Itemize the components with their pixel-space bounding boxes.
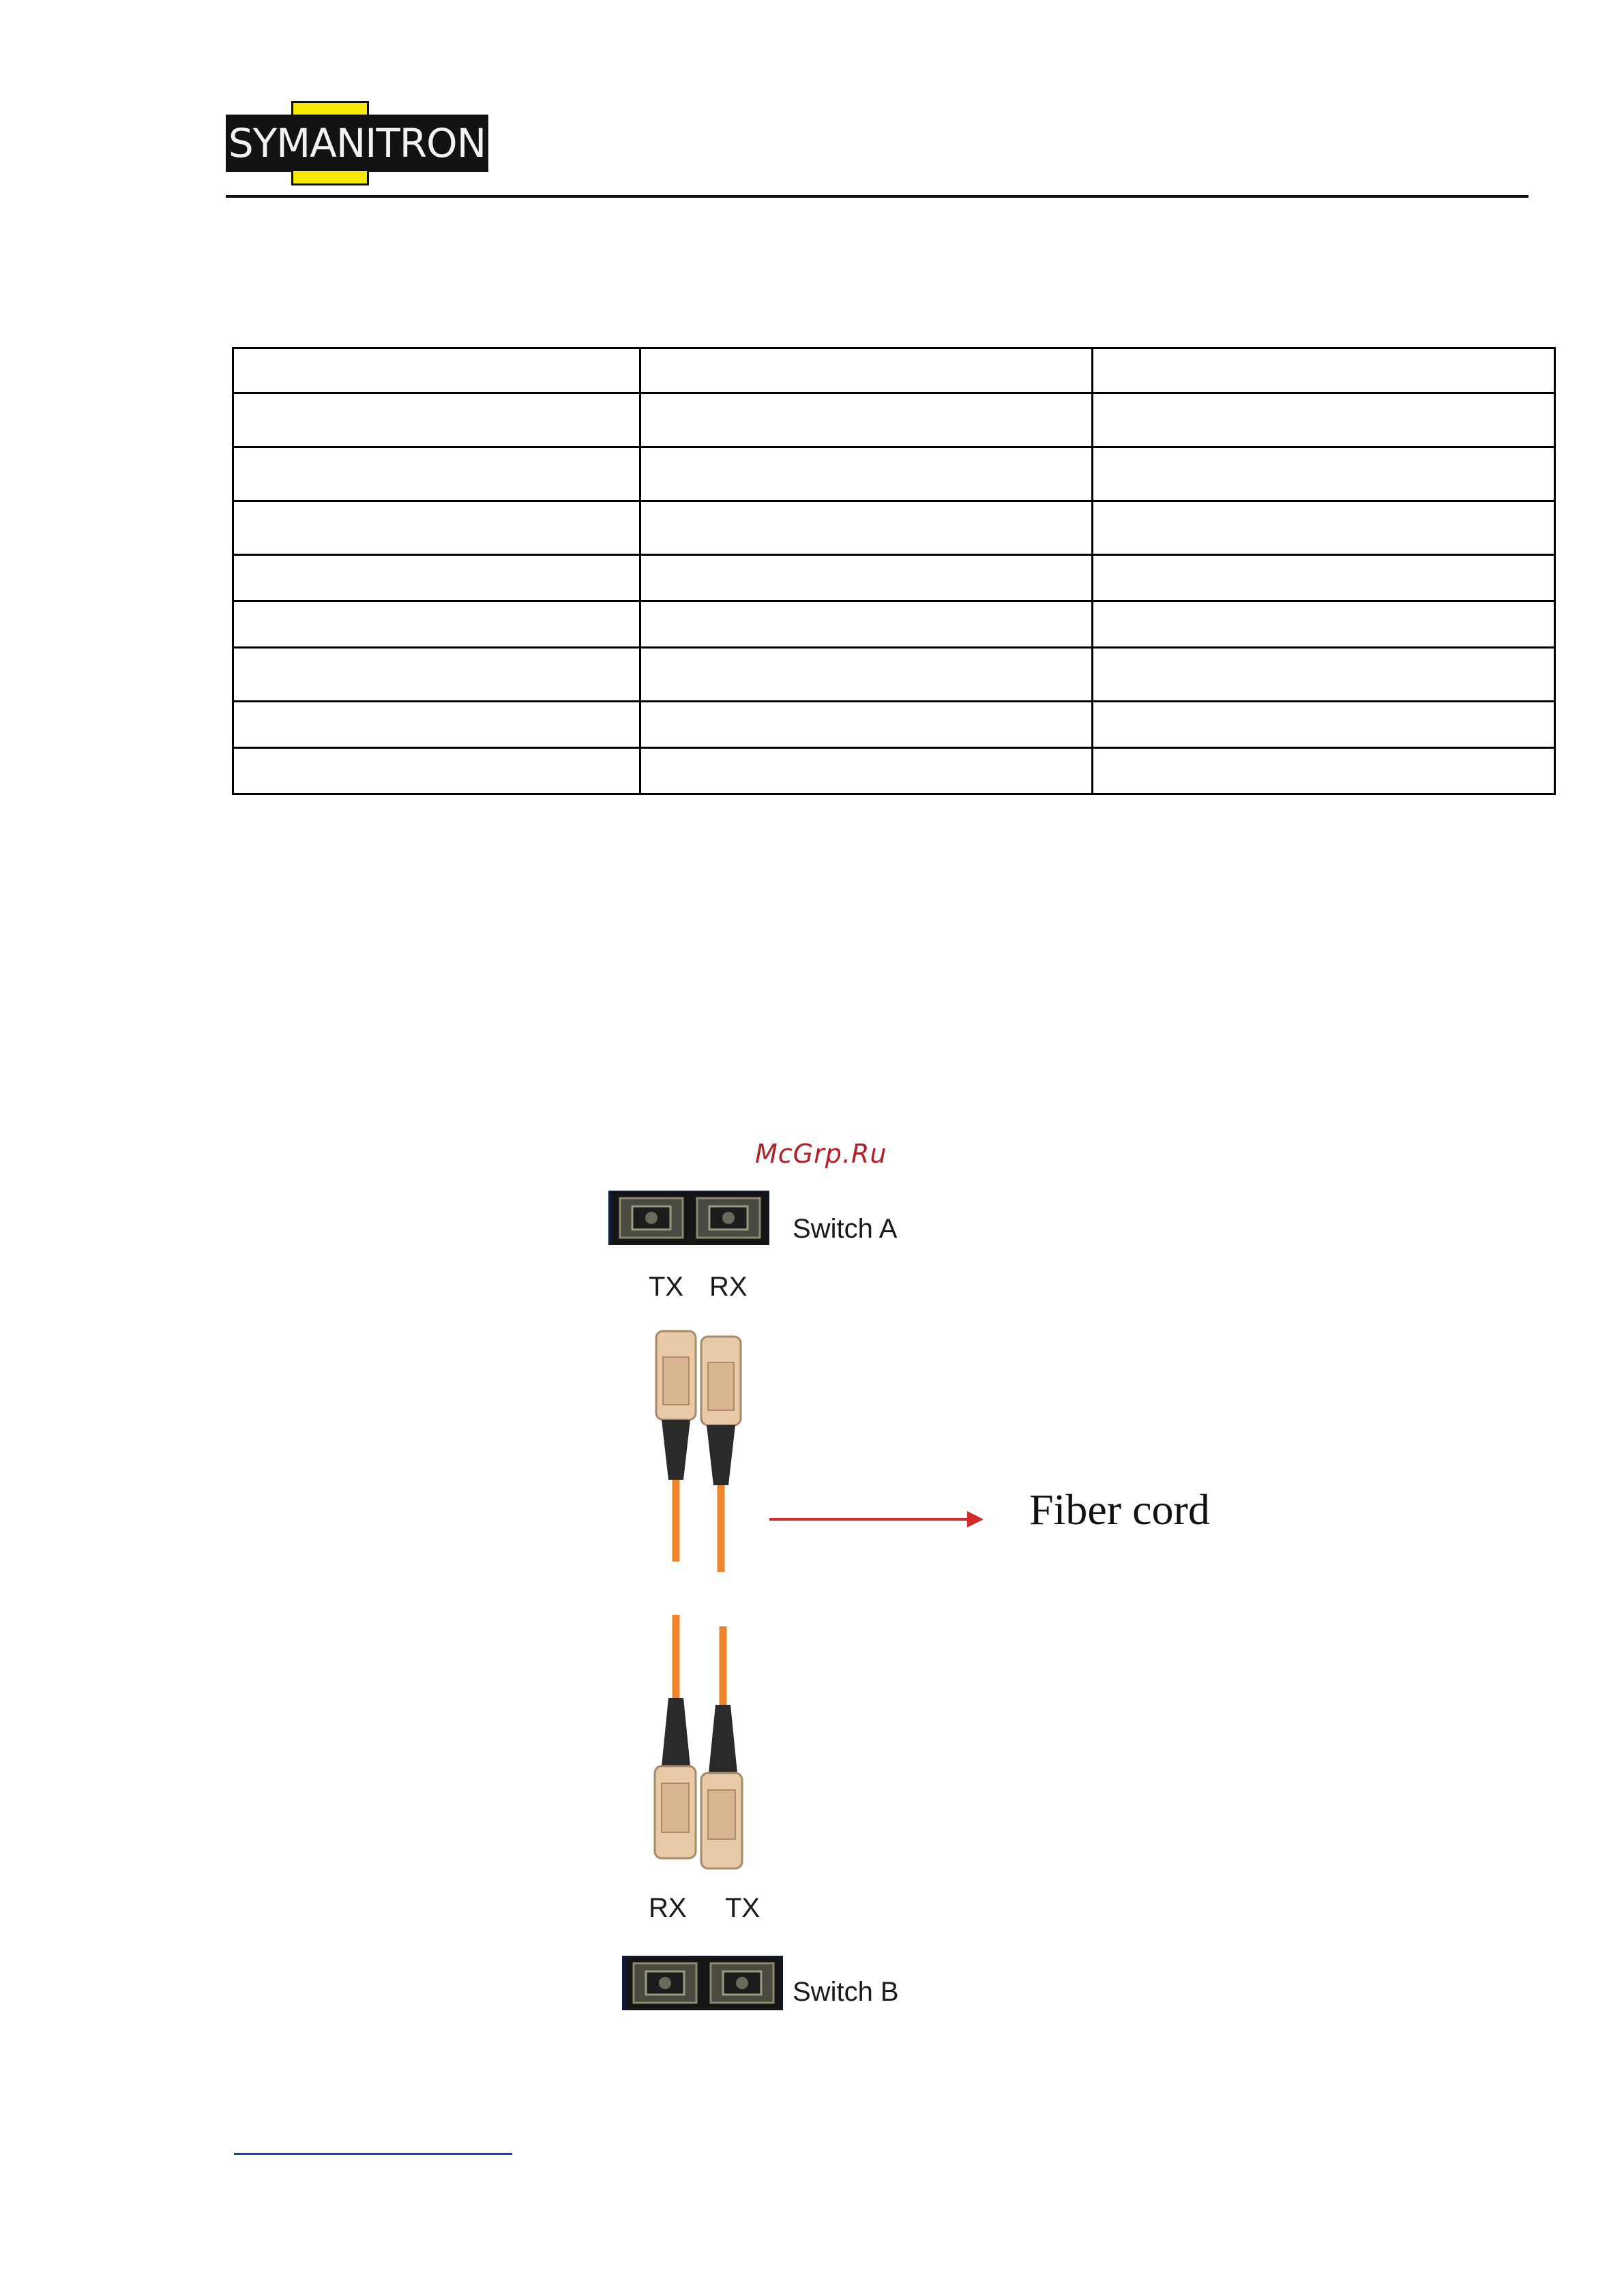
switch-b-label: Switch B <box>793 1977 899 2007</box>
bottom-tx-label: TX <box>725 1893 761 1923</box>
switch-a-label: Switch A <box>793 1214 898 1244</box>
fiber-cord-label: Fiber cord <box>1029 1485 1210 1534</box>
watermark: McGrp.Ru <box>755 1139 887 1169</box>
fiber-connector-bottom-tx <box>701 1626 742 1868</box>
top-rx-label: RX <box>709 1272 748 1302</box>
switch-b-port-icon <box>622 1956 783 2010</box>
top-tx-label: TX <box>649 1272 684 1302</box>
bottom-rx-label: RX <box>649 1893 687 1923</box>
switch-a-port-icon <box>608 1191 769 1245</box>
fiber-connector-bottom-rx <box>655 1615 696 1858</box>
fiber-connector-top-rx <box>701 1337 741 1572</box>
arrow-icon <box>769 1511 984 1527</box>
fiber-connector-top-tx <box>656 1331 696 1562</box>
logo-text: SYMANITRON <box>228 120 486 166</box>
footer-rule <box>234 2153 512 2155</box>
